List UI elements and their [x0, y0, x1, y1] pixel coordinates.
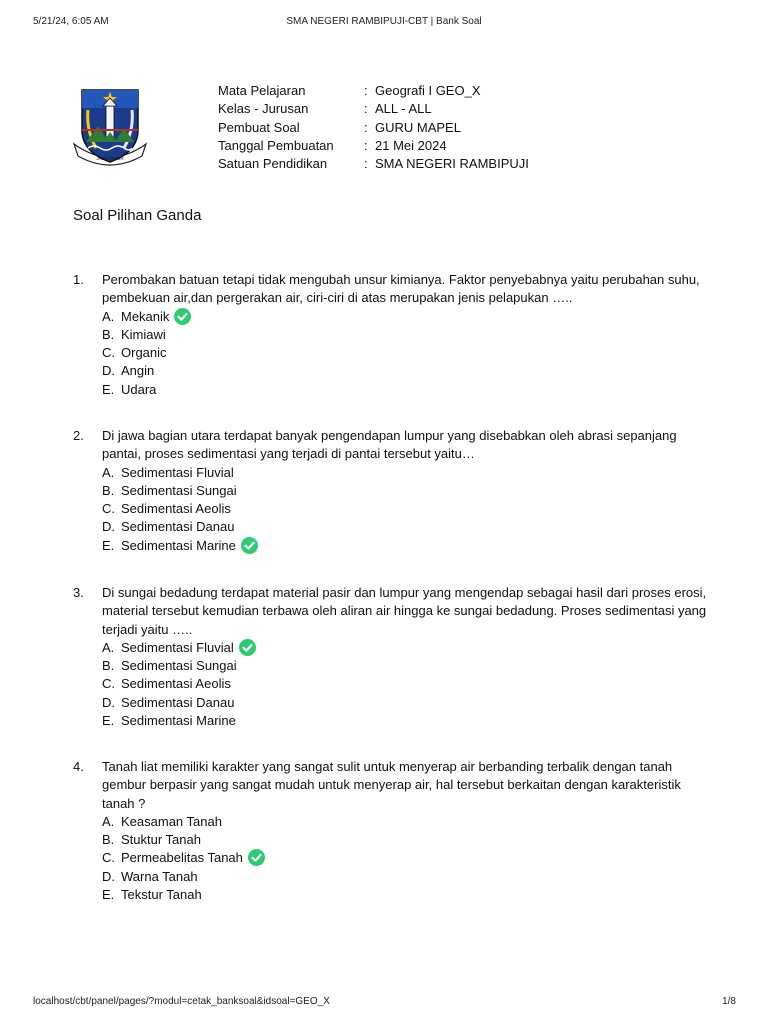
option-letter: B. — [102, 832, 115, 848]
answer-option — [102, 362, 713, 380]
option-letter: A. — [102, 464, 115, 480]
meta-value: Geografi I GEO_X — [375, 83, 481, 98]
option-text: Kimiawi — [121, 326, 166, 342]
question-item — [73, 271, 713, 399]
option-text: Sedimentasi Sungai — [121, 658, 237, 674]
correct-check-icon — [248, 849, 265, 866]
option-letter: C. — [102, 850, 115, 866]
answer-options — [102, 813, 713, 904]
option-letter: D. — [102, 868, 115, 884]
answer-option — [102, 886, 713, 904]
option-text: Angin — [121, 363, 155, 379]
meta-colon: : — [364, 156, 368, 172]
option-text: Warna Tanah — [121, 868, 198, 884]
question-item — [73, 427, 713, 555]
answer-option — [102, 712, 713, 730]
option-letter: C. — [102, 345, 115, 361]
print-title: SMA NEGERI RAMBIPUJI-CBT | Bank Soal — [286, 16, 482, 27]
option-letter: D. — [102, 363, 115, 379]
option-letter: B. — [102, 482, 115, 498]
answer-option — [102, 344, 713, 362]
option-letter: E. — [102, 887, 115, 903]
meta-label: Kelas - Jurusan — [218, 101, 309, 117]
question-number: 2. — [73, 428, 84, 443]
answer-option — [102, 518, 713, 536]
option-text: Sedimentasi Aeolis — [121, 501, 231, 517]
svg-text:JAWA TIMUR: JAWA TIMUR — [96, 156, 124, 161]
option-text: Sedimentasi Fluvial — [121, 464, 234, 480]
correct-check-icon — [239, 639, 256, 656]
option-text: Stuktur Tanah — [121, 832, 201, 848]
option-text: Organic — [121, 345, 167, 361]
answer-option — [102, 868, 713, 886]
answer-option — [102, 381, 713, 399]
option-text: Sedimentasi Danau — [121, 519, 235, 535]
question-number: 1. — [73, 272, 84, 287]
page-number: 1/8 — [722, 996, 736, 1007]
option-text: Sedimentasi Sungai — [121, 482, 237, 498]
option-letter: B. — [102, 326, 115, 342]
answer-option — [102, 849, 713, 867]
option-letter: E. — [102, 381, 115, 397]
answer-option — [102, 308, 713, 326]
option-text: Sedimentasi Marine — [121, 537, 236, 553]
option-letter: C. — [102, 501, 115, 517]
option-letter: A. — [102, 639, 115, 655]
print-date: 5/21/24, 6:05 AM — [33, 16, 109, 27]
section-title: Soal Pilihan Ganda — [73, 207, 202, 224]
option-letter: A. — [102, 813, 115, 829]
meta-colon: : — [364, 83, 368, 98]
print-footer — [0, 996, 768, 1010]
meta-colon: : — [364, 119, 368, 135]
answer-options — [102, 308, 713, 399]
answer-option — [102, 326, 713, 344]
option-text: Sedimentasi Marine — [121, 713, 236, 729]
answer-option — [102, 500, 713, 518]
print-url: localhost/cbt/panel/pages/?modul=cetak_banksoal&idsoal=GEO_X — [33, 996, 330, 1007]
option-text: Sedimentasi Aeolis — [121, 676, 231, 692]
print-header — [0, 16, 768, 30]
option-letter: E. — [102, 537, 115, 553]
question-item — [73, 584, 713, 730]
option-text: Sedimentasi Fluvial — [121, 639, 234, 655]
correct-check-icon — [174, 308, 191, 325]
meta-label: Pembuat Soal — [218, 119, 300, 135]
answer-options — [102, 464, 713, 555]
option-letter: C. — [102, 676, 115, 692]
meta-value: ALL - ALL — [375, 101, 432, 117]
option-text: Tekstur Tanah — [121, 887, 202, 903]
option-letter: B. — [102, 658, 115, 674]
answer-option — [102, 464, 713, 482]
question-text: Perombakan batuan tetapi tidak mengubah unsur kimianya. Faktor penyebabnya yaitu perubahan suhu, pembekuan air,dan pergerakan air, ciri-ciri di atas merupakan jenis pelapukan ….. — [102, 272, 700, 306]
answer-option — [102, 813, 713, 831]
answer-option — [102, 831, 713, 849]
meta-label: Mata Pelajaran — [218, 83, 306, 98]
correct-check-icon — [241, 537, 258, 554]
meta-value: SMA NEGERI RAMBIPUJI — [375, 156, 529, 172]
meta-colon: : — [364, 101, 368, 117]
option-letter: E. — [102, 713, 115, 729]
meta-value: GURU MAPEL — [375, 119, 461, 135]
option-letter: D. — [102, 519, 115, 535]
meta-label: Tanggal Pembuatan — [218, 137, 334, 153]
option-text: Permeabelitas Tanah — [121, 850, 243, 866]
meta-colon: : — [364, 137, 368, 153]
option-text: Udara — [121, 381, 157, 397]
question-number: 4. — [73, 759, 84, 774]
meta-label: Satuan Pendidikan — [218, 156, 328, 172]
jawa-timur-emblem-icon — [72, 86, 148, 170]
option-letter: A. — [102, 308, 115, 324]
answer-option — [102, 657, 713, 675]
option-text: Sedimentasi Danau — [121, 694, 235, 710]
question-item — [73, 758, 713, 904]
answer-option — [102, 639, 713, 657]
question-text: Di sungai bedadung terdapat material pasir dan lumpur yang mengendap sebagai hasil dari proses erosi, material tersebut kemudian terbawa oleh aliran air hingga ke sungai bedadung. Proses sedimentasi yang terjadi yaitu ….. — [102, 585, 707, 637]
answer-options — [102, 639, 713, 730]
option-text: Keasaman Tanah — [121, 813, 222, 829]
meta-value: 21 Mei 2024 — [375, 137, 447, 153]
question-text: Tanah liat memiliki karakter yang sangat sulit untuk menyerap air berbanding terbalik dengan tanah gembur berpasir yang sangat mudah untuk menyerap air, hal tersebut berkaitan dengan karakteristik tanah ? — [102, 759, 681, 811]
option-text: Mekanik — [121, 308, 170, 324]
answer-option — [102, 482, 713, 500]
answer-option — [102, 537, 713, 555]
option-letter: D. — [102, 694, 115, 710]
answer-option — [102, 694, 713, 712]
question-number: 3. — [73, 585, 84, 600]
question-text: Di jawa bagian utara terdapat banyak pengendapan lumpur yang disebabkan oleh abrasi sepanjang pantai, proses sedimentasi yang terjadi di pantai tersebut yaitu… — [102, 428, 677, 462]
answer-option — [102, 675, 713, 693]
